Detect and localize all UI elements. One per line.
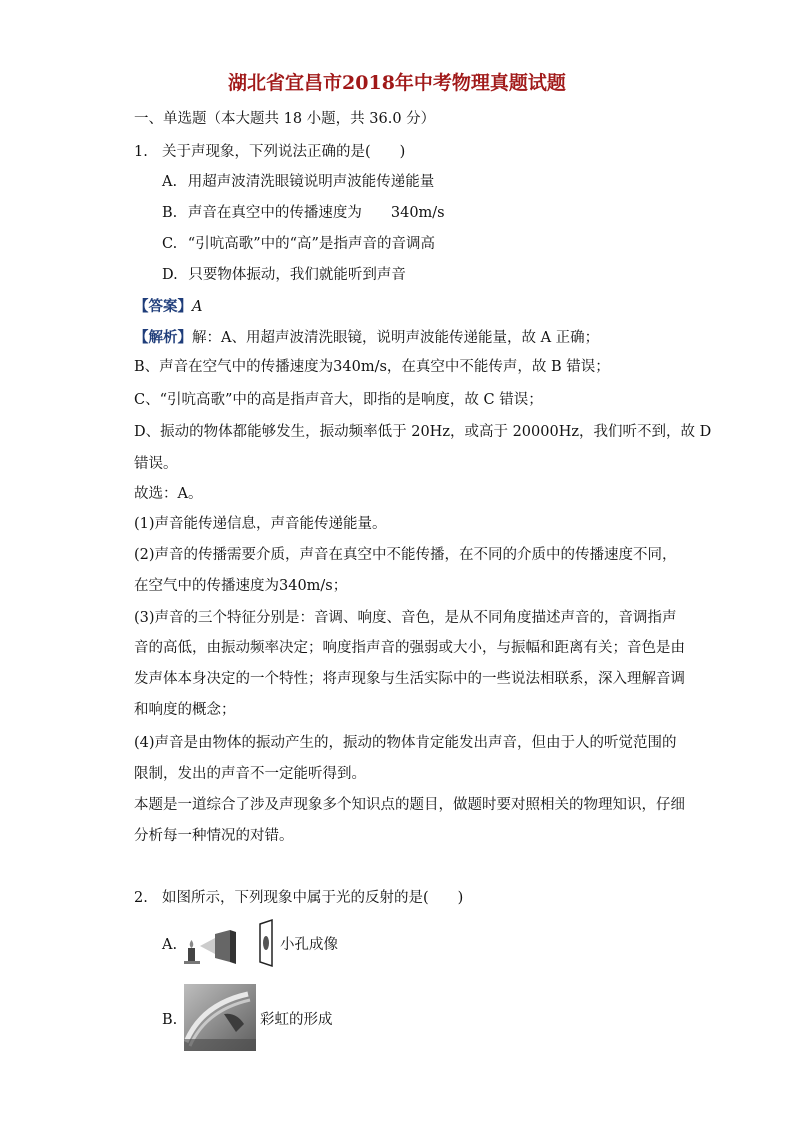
option-text: 只要物体振动，我们就能听到声音 <box>188 267 406 283</box>
q2-stem: 如图所示，下列现象中属于光的反射的是( ) <box>162 890 464 906</box>
option-letter: B. <box>162 205 178 221</box>
pinhole-camera-icon <box>180 918 278 968</box>
analysis-line: (4)声音是由物体的振动产生的，振动的物体肯定能发出声音，但由于人的听觉范围的 <box>134 735 677 751</box>
q1-option-c <box>162 234 435 254</box>
analysis-line: B、声音在空气中的传播速度为340m/s，在真空中不能传声，故 B 错误； <box>134 359 610 375</box>
q1-stem: 关于声现象，下列说法正确的是( ) <box>162 144 406 160</box>
q1-option-d <box>162 265 406 285</box>
q2-option-a-letter: A. <box>162 937 178 953</box>
analysis-line: 在空气中的传播速度为340m/s； <box>134 578 348 594</box>
page-title: 湖北省宜昌市2018年中考物理真题试题 <box>228 72 566 94</box>
q2-option-b-letter: B. <box>162 1012 178 1028</box>
option-text: 声音在真空中的传播速度为 340m/s <box>187 205 445 221</box>
q1-answer <box>134 297 202 317</box>
option-text: “引吭高歌”中的“高”是指声音的音调高 <box>187 236 435 252</box>
option-letter: D. <box>162 267 178 283</box>
q1-option-a <box>162 172 434 192</box>
q1-number: 1. <box>134 144 148 160</box>
q2-number: 2. <box>134 890 148 906</box>
analysis-line: 故选：A。 <box>134 486 203 502</box>
analysis-line: (2)声音的传播需要介质，声音在真空中不能传播，在不同的介质中的传播速度不同， <box>134 547 677 563</box>
rainbow-photo-icon <box>184 984 256 1051</box>
analysis-line: 分析每一种情况的对错。 <box>134 828 294 844</box>
analysis-line: 发声体本身决定的一个特性；将声现象与生活实际中的一些说法相联系，深入理解音调 <box>134 671 685 687</box>
option-text: 用超声波清洗眼镜说明声波能传递能量 <box>187 174 435 190</box>
analysis-line: 本题是一道综合了涉及声现象多个知识点的题目，做题时要对照相关的物理知识，仔细 <box>134 797 685 813</box>
option-letter: C. <box>162 236 178 252</box>
answer-value: A <box>192 299 203 315</box>
q2-option-a-text: 小孔成像 <box>280 937 338 953</box>
analysis-line: (3)声音的三个特征分别是：音调、响度、音色，是从不同角度描述声音的，音调指声 <box>134 610 677 626</box>
analysis-line: C、“引吭高歌”中的高是指声音大，即指的是响度，故 C 错误； <box>134 392 543 408</box>
analysis-line: 音的高低，由振动频率决定；响度指声音的强弱或大小，与振幅和距离有关；音色是由 <box>134 640 685 656</box>
analysis-line: 和响度的概念； <box>134 702 236 718</box>
answer-label: 【答案】 <box>134 298 192 315</box>
q1-option-b <box>162 203 445 223</box>
analysis-line: D、振动的物体都能够发生，振动频率低于 20Hz，或高于 20000Hz，我们听不到，故 D <box>134 424 712 440</box>
q1-analysis-first-line <box>134 328 599 348</box>
section-heading: 一、单选题（本大题共 18 小题，共 36.0 分） <box>134 111 436 127</box>
analysis-line: 限制，发出的声音不一定能听得到。 <box>134 766 366 782</box>
analysis-line: (1)声音能传递信息，声音能传递能量。 <box>134 516 387 532</box>
q2-option-b-text: 彩虹的形成 <box>260 1012 333 1028</box>
analysis-line: 解：A、用超声波清洗眼镜，说明声波能传递能量，故 A 正确； <box>192 330 600 346</box>
option-letter: A. <box>162 174 178 190</box>
analysis-line: 错误。 <box>134 456 178 472</box>
analysis-label: 【解析】 <box>134 329 192 346</box>
